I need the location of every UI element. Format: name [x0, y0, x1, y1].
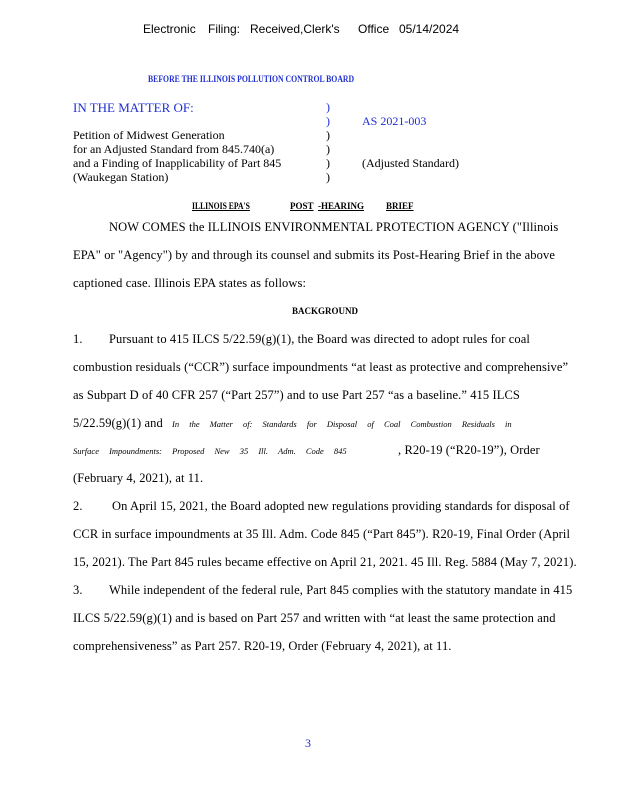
paragraph-number: 3.: [73, 583, 83, 597]
stamp-received: Received,Clerk's: [250, 22, 340, 36]
in-the-matter-of: IN THE MATTER OF:: [73, 100, 194, 115]
board-header: BEFORE THE ILLINOIS POLLUTION CONTROL BOARD: [148, 74, 355, 84]
page-number: 3: [305, 736, 311, 750]
brief-title-part1: ILLINOIS EPA'S: [192, 201, 250, 211]
brief-title-part3: -HEARING: [318, 201, 365, 211]
p3-line-1: While independent of the federal rule, Part 845 complies with the statutory mandate in 415: [109, 583, 573, 597]
stamp-office: Office: [358, 22, 390, 36]
brief-title-part4: BRIEF: [386, 201, 414, 211]
p3-line-2: ILCS 5/22.59(g)(1) and is based on Part 257 and written with “at least the same protection and: [73, 611, 556, 625]
caption-paren: ): [326, 128, 330, 142]
caption-paren: ): [326, 114, 330, 128]
case-number: AS 2021-003: [362, 114, 427, 128]
p1-line-1: Pursuant to 415 ILCS 5/22.59(g)(1), the Board was directed to adopt rules for coal: [109, 332, 530, 346]
stamp-date: 05/14/2024: [399, 22, 460, 36]
p2-line-2: CCR in surface impoundments at 35 Ill. Adm. Code 845 (“Part 845”). R20-19, Final Order (April: [73, 527, 571, 541]
caption-paren: ): [326, 170, 330, 184]
paragraph-number: 2.: [73, 499, 83, 513]
case-type: (Adjusted Standard): [362, 156, 459, 170]
stamp-prefix: Electronic: [143, 22, 196, 36]
section-heading: BACKGROUND: [292, 306, 359, 316]
p1-line-6: (February 4, 2021), at 11.: [73, 471, 204, 485]
p1-line-4a: 5/22.59(g)(1) and: [73, 416, 163, 430]
brief-title-part2: POST: [290, 201, 314, 211]
intro-line-1: NOW COMES the ILLINOIS ENVIRONMENTAL PROTECTION AGENCY ("Illinois: [109, 220, 559, 234]
stamp-filing: Filing:: [208, 22, 241, 36]
case-citation-part1: In the Matter of: Standards for Disposal of Coal Combustion Residuals in: [172, 419, 512, 429]
caption-line-1: Petition of Midwest Generation: [73, 128, 225, 142]
caption-paren: ): [326, 156, 330, 170]
p3-line-3: comprehensiveness” as Part 257. R20-19, Order (February 4, 2021), at 11.: [73, 639, 452, 653]
paragraph-number: 1.: [73, 332, 83, 346]
intro-line-3: captioned case. Illinois EPA states as follows:: [73, 276, 307, 290]
p1-line-3: as Subpart D of 40 CFR 257 (“Part 257”) and to use Part 257 “as a baseline.” 415 ILCS: [73, 388, 520, 402]
caption-line-4: (Waukegan Station): [73, 170, 169, 184]
p2-line-3: 15, 2021). The Part 845 rules became effective on April 21, 2021. 45 Ill. Reg. 5884 (May 7, 2021).: [73, 555, 577, 569]
caption-paren: ): [326, 100, 330, 114]
intro-line-2: EPA" or "Agency") by and through its counsel and submits its Post-Hearing Brief in the above: [73, 248, 555, 262]
caption-line-3: and a Finding of Inapplicability of Part 845: [73, 156, 282, 170]
caption-line-2: for an Adjusted Standard from 845.740(a): [73, 142, 275, 156]
case-citation-part2: Surface Impoundments: Proposed New 35 Ill. Adm. Code 845: [73, 446, 347, 456]
p2-line-1: On April 15, 2021, the Board adopted new regulations providing standards for disposal of: [112, 499, 570, 513]
p1-line-5b: , R20-19 (“R20-19”), Order: [398, 443, 540, 457]
caption-paren: ): [326, 142, 330, 156]
p1-line-2: combustion residuals (“CCR”) surface impoundments “at least as protective and comprehensive”: [73, 360, 569, 374]
